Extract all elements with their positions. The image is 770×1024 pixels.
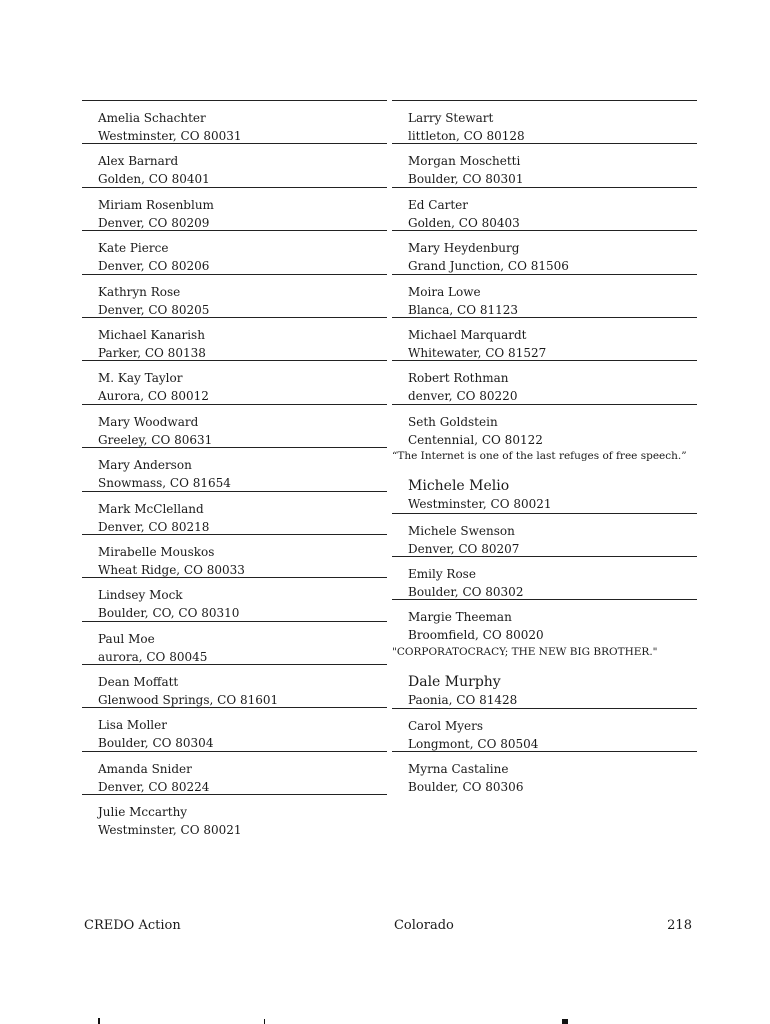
signer-name: Michele Melio bbox=[408, 478, 510, 495]
signer-location: Greeley, CO 80631 bbox=[98, 432, 213, 447]
signer-location: Westminster, CO 80031 bbox=[98, 129, 242, 143]
signer-location: Denver, CO 80205 bbox=[98, 302, 210, 317]
signer-location: Westminster, CO 80021 bbox=[98, 823, 242, 838]
signer-name: Amanda Snider bbox=[98, 761, 192, 776]
signer-location: Snowmass, CO 81654 bbox=[98, 476, 231, 491]
signer-name: Mary Anderson bbox=[98, 458, 192, 473]
scan-mark bbox=[264, 1019, 265, 1024]
signer-entry bbox=[392, 404, 697, 447]
signer-name: Julie Mccarthy bbox=[98, 805, 188, 820]
signer-entry bbox=[82, 274, 387, 317]
signer-name: Mary Woodward bbox=[98, 414, 199, 429]
signer-location: Denver, CO 80207 bbox=[408, 541, 520, 556]
signer-location: Boulder, CO 80304 bbox=[98, 736, 214, 751]
signer-location: Wheat Ridge, CO 80033 bbox=[98, 562, 245, 577]
footer-state: Colorado bbox=[393, 918, 454, 933]
signer-name: Mary Heydenburg bbox=[408, 241, 520, 256]
signer-location: Boulder, CO, CO 80310 bbox=[98, 606, 240, 621]
signer-entry bbox=[392, 187, 697, 230]
signer-entry bbox=[82, 360, 387, 403]
signer-location: littleton, CO 80128 bbox=[408, 129, 525, 143]
signer-comment: "CORPORATOCRACY; THE NEW BIG BROTHER." bbox=[392, 645, 658, 658]
signer-name: Miriam Rosenblum bbox=[98, 197, 214, 212]
signer-name: Amelia Schachter bbox=[98, 111, 206, 125]
signer-entry bbox=[392, 665, 697, 708]
signer-location: Paonia, CO 81428 bbox=[408, 692, 518, 707]
signer-entry bbox=[82, 664, 387, 707]
signer-location: Boulder, CO 80301 bbox=[408, 172, 524, 187]
signer-name: Lindsey Mock bbox=[98, 588, 183, 603]
signer-entry bbox=[82, 230, 387, 273]
signer-entry bbox=[392, 274, 697, 317]
signer-name: Kate Pierce bbox=[98, 241, 169, 256]
signer-entry bbox=[82, 534, 387, 577]
signer-entry bbox=[392, 317, 697, 360]
signer-name: Margie Theeman bbox=[408, 610, 512, 625]
signer-name: Seth Goldstein bbox=[408, 414, 498, 429]
signer-entry bbox=[82, 187, 387, 230]
signer-name: Michael Marquardt bbox=[408, 327, 527, 342]
signer-location: Golden, CO 80401 bbox=[98, 172, 210, 187]
signer-entry bbox=[82, 491, 387, 534]
signer-location: Grand Junction, CO 81506 bbox=[408, 259, 569, 274]
signer-location: Golden, CO 80403 bbox=[408, 215, 520, 230]
signer-location: denver, CO 80220 bbox=[408, 389, 518, 404]
signer-location: Denver, CO 80218 bbox=[98, 519, 210, 534]
signer-name: Emily Rose bbox=[408, 566, 476, 581]
signer-location: aurora, CO 80045 bbox=[98, 649, 208, 664]
signer-entry bbox=[392, 599, 697, 642]
signer-location: Centennial, CO 80122 bbox=[408, 432, 543, 447]
footer-page-number: 218 bbox=[667, 918, 692, 933]
signer-name: Myrna Castaline bbox=[408, 762, 509, 777]
signer-entry bbox=[82, 317, 387, 360]
signer-location: Boulder, CO 80306 bbox=[408, 780, 524, 795]
page-footer bbox=[84, 918, 692, 933]
signer-name: Morgan Moschetti bbox=[408, 154, 521, 169]
signer-name: Larry Stewart bbox=[408, 111, 494, 125]
signer-entry bbox=[82, 707, 387, 750]
signer-location: Glenwood Springs, CO 81601 bbox=[98, 693, 279, 708]
signer-entry bbox=[392, 469, 697, 512]
signer-name: Robert Rothman bbox=[408, 371, 509, 386]
signer-location: Denver, CO 80206 bbox=[98, 259, 210, 274]
signer-comment: “The Internet is one of the last refuges of free speech.” bbox=[392, 450, 687, 463]
signer-location: Blanca, CO 81123 bbox=[408, 302, 519, 317]
signer-name: Paul Moe bbox=[98, 631, 155, 646]
signer-entry bbox=[82, 577, 387, 620]
signer-column-right bbox=[392, 100, 697, 795]
signer-name: Mark McClelland bbox=[98, 501, 204, 516]
signer-entry bbox=[82, 794, 387, 837]
signer-name: Michele Swenson bbox=[408, 523, 515, 538]
signer-entry bbox=[392, 708, 697, 751]
scan-mark bbox=[98, 1018, 100, 1024]
signer-location: Aurora, CO 80012 bbox=[98, 389, 209, 404]
signer-location: Boulder, CO 80302 bbox=[408, 584, 524, 599]
signer-location: Whitewater, CO 81527 bbox=[408, 345, 547, 360]
signer-entry bbox=[82, 621, 387, 664]
signer-entry bbox=[392, 230, 697, 273]
footer-organization: CREDO Action bbox=[84, 918, 181, 933]
signer-name: Dean Moffatt bbox=[98, 675, 179, 690]
signer-location: Westminster, CO 80021 bbox=[408, 497, 552, 512]
signer-name: Carol Myers bbox=[408, 719, 484, 734]
signer-entry bbox=[82, 100, 387, 143]
signer-entry bbox=[392, 100, 697, 143]
signer-name: M. Kay Taylor bbox=[98, 371, 183, 386]
signer-name: Lisa Moller bbox=[98, 718, 167, 733]
signer-entry bbox=[392, 751, 697, 794]
signer-name: Moira Lowe bbox=[408, 284, 481, 299]
signer-entry bbox=[392, 360, 697, 403]
signer-entry bbox=[82, 404, 387, 447]
signer-entry bbox=[82, 143, 387, 186]
signer-location: Parker, CO 80138 bbox=[98, 345, 206, 360]
signer-location: Denver, CO 80224 bbox=[98, 779, 210, 794]
signer-name: Dale Murphy bbox=[408, 673, 501, 690]
scan-mark bbox=[562, 1019, 568, 1024]
signer-name: Alex Barnard bbox=[98, 154, 179, 169]
signer-name: Kathryn Rose bbox=[98, 284, 181, 299]
signer-location: Denver, CO 80209 bbox=[98, 215, 210, 230]
signer-entry bbox=[392, 513, 697, 556]
signer-name: Ed Carter bbox=[408, 197, 468, 212]
signer-entry bbox=[392, 143, 697, 186]
signer-column-left bbox=[82, 100, 387, 838]
signer-location: Broomfield, CO 80020 bbox=[408, 628, 544, 643]
signer-name: Mirabelle Mouskos bbox=[98, 544, 215, 559]
signer-location: Longmont, CO 80504 bbox=[408, 737, 539, 752]
signer-entry bbox=[82, 447, 387, 490]
signer-entry bbox=[82, 751, 387, 794]
signer-entry bbox=[392, 556, 697, 599]
signer-name: Michael Kanarish bbox=[98, 327, 205, 342]
